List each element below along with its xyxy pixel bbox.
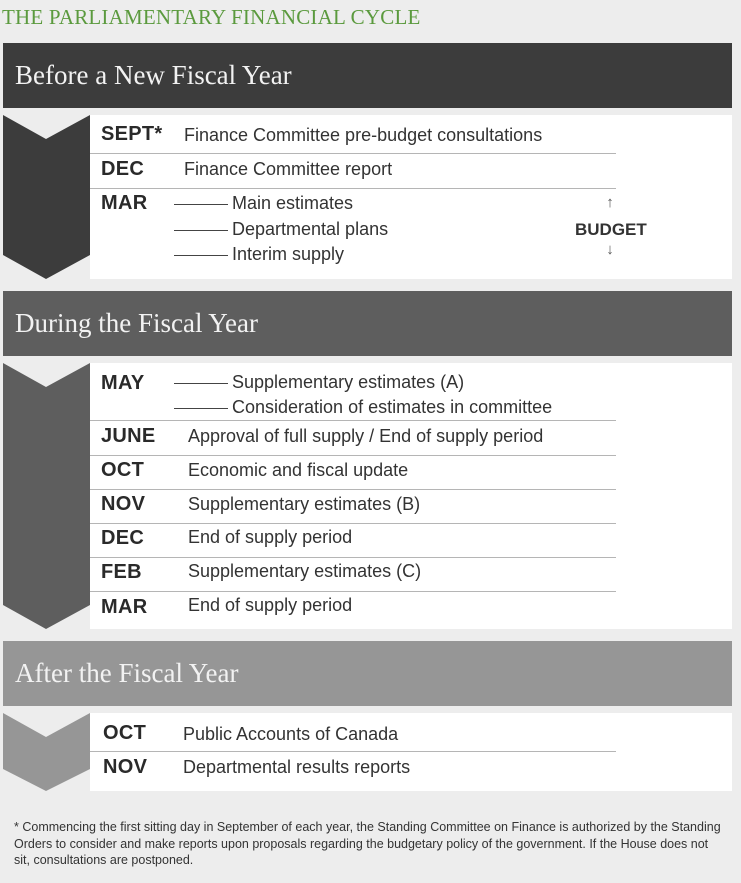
timeline-row — [90, 154, 616, 189]
event-text: Supplementary estimates (B) — [188, 494, 421, 514]
event-text: Finance Committee pre-budget consultations — [184, 125, 543, 145]
timeline-row — [90, 455, 616, 490]
event-text: Economic and fiscal update — [188, 460, 409, 480]
month-label: FEB — [101, 561, 142, 583]
section-header-before: Before a New Fiscal Year — [3, 43, 732, 108]
timeline-row — [90, 717, 616, 752]
month-label: MAY — [101, 372, 145, 394]
timeline-row: MAY Supplementary estimates (A) Consideration of estimates in committee — [90, 365, 616, 421]
timeline-row — [90, 119, 616, 154]
month-label: MAR — [101, 192, 148, 214]
month-label: JUNE — [101, 425, 156, 447]
chevron-arrow-during — [3, 363, 90, 629]
month-label: DEC — [101, 527, 145, 549]
event-text: End of supply period — [188, 527, 353, 547]
panel-during — [90, 363, 732, 629]
event-text: Finance Committee report — [184, 159, 393, 179]
month-label: MAR — [101, 596, 148, 618]
event-text: End of supply period — [188, 595, 353, 615]
event-text: Public Accounts of Canada — [183, 724, 399, 744]
chevron-arrow-after — [3, 713, 90, 791]
down-arrow-icon: ↓ — [606, 241, 614, 258]
event-text: Approval of full supply / End of supply period — [188, 426, 544, 446]
up-arrow-icon: ↑ — [606, 194, 614, 211]
timeline-row — [90, 752, 616, 786]
event-text: Departmental results reports — [183, 757, 411, 777]
panel-after — [90, 713, 732, 791]
page-title: THE PARLIAMENTARY FINANCIAL CYCLE — [2, 5, 421, 29]
month-label: NOV — [101, 493, 146, 515]
event-text: Supplementary estimates (C) — [188, 561, 422, 581]
timeline-row — [90, 557, 616, 592]
month-label: SEPT* — [101, 123, 163, 145]
month-label: OCT — [103, 722, 147, 744]
timeline-row — [90, 489, 616, 524]
timeline-row — [90, 591, 616, 625]
section-header-during: During the Fiscal Year — [3, 291, 732, 356]
chevron-arrow-before — [3, 115, 90, 279]
timeline-row — [90, 421, 616, 456]
timeline-row: MAR Main estimates Departmental plans Interim supply ↑ BUDGET ↓ — [101, 192, 647, 264]
month-label: DEC — [101, 158, 145, 180]
month-label: OCT — [101, 459, 145, 481]
month-label: NOV — [103, 756, 148, 778]
budget-label: BUDGET — [575, 220, 647, 239]
footnote: * Commencing the first sitting day in September of each year, the Standing Committee on Finance is authorized by the Standing Orders to consider and make reports upon proposals regarding the budgetary policy of the government. If the House does not sit, consultations are postponed. — [14, 820, 721, 867]
timeline-row — [90, 523, 616, 558]
section-header-after: After the Fiscal Year — [3, 641, 732, 706]
panel-before — [90, 115, 732, 279]
